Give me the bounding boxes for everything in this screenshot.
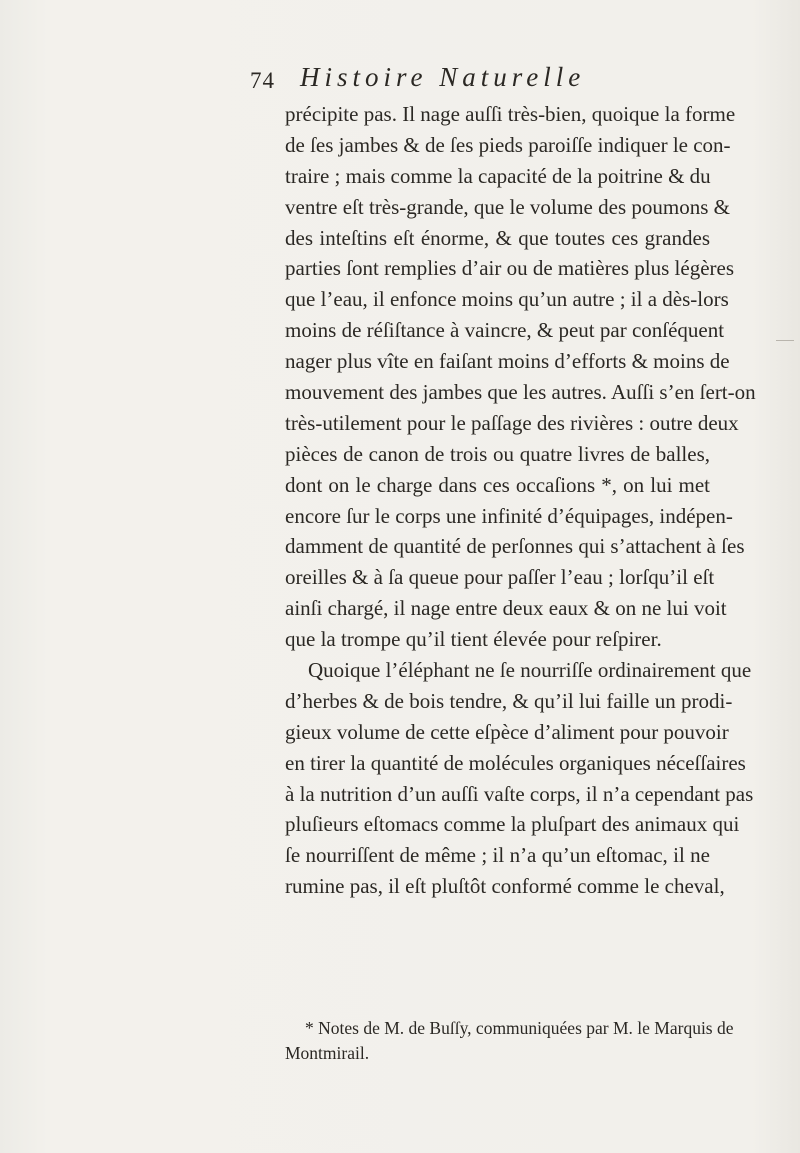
text-line: précipite pas. Il nage auſſi très-bien, quoique la forme xyxy=(285,102,736,126)
text-line: très-utilement pour le paſſage des rivières : outre deux xyxy=(285,410,739,435)
text-line: dont on le charge dans ces occaſions *, on lui met xyxy=(285,472,710,497)
text-line: nager plus vîte en faiſant moins d’efforts & moins de xyxy=(285,349,730,374)
text-line: pièces de canon de trois ou quatre livres de balles, xyxy=(285,441,710,466)
text-line: à la nutrition d’un auſſi vaſte corps, il n’a cependant pas xyxy=(285,781,754,806)
text-line: encore ſur le corps une infinité d’équipages, indépen- xyxy=(285,503,733,528)
text-line: gieux volume de cette eſpèce d’aliment pour pouvoir xyxy=(285,719,729,744)
text-line: mouvement des jambes que les autres. Auſſi s’en ſert-on xyxy=(285,380,756,405)
running-title: Histoire Naturelle xyxy=(300,62,586,92)
text-line: Quoique l’éléphant ne ſe nourriſſe ordinairement que xyxy=(308,658,752,683)
body-text xyxy=(285,99,756,902)
text-line: moins de réſiſtance à vaincre, & peut par conſéquent xyxy=(285,318,725,343)
text-line: d’herbes & de bois tendre, & qu’il lui faille un prodi- xyxy=(285,688,733,713)
text-line: de ſes jambes & de ſes pieds paroiſſe indiquer le con- xyxy=(285,132,731,157)
text-line: en tirer la quantité de molécules organiques néceſſaires xyxy=(285,750,746,775)
page-number: 74 xyxy=(250,68,275,93)
footnote xyxy=(285,1016,734,1066)
text-line: ſe nourriſſent de même ; il n’a qu’un eſtomac, il ne xyxy=(285,843,710,868)
text-line: damment de quantité de perſonnes qui s’attachent à ſes xyxy=(285,534,745,559)
footnote-line: Montmirail. xyxy=(285,1043,370,1063)
text-line: rumine pas, il eſt pluſtôt conformé comme le cheval, xyxy=(285,874,725,899)
page-header xyxy=(250,62,670,96)
page-edge-mark xyxy=(776,340,794,341)
text-line: que l’eau, il enfonce moins qu’un autre ; il a dès-lors xyxy=(285,287,729,312)
text-line: oreilles & à ſa queue pour paſſer l’eau ; lorſqu’il eſt xyxy=(285,565,715,590)
footnote-line: * Notes de M. de Buſſy, communiquées par M. le Marquis de xyxy=(305,1018,734,1038)
text-line: des inteſtins eſt énorme, & que toutes ces grandes xyxy=(285,225,710,250)
text-line: traire ; mais comme la capacité de la poitrine & du xyxy=(285,163,711,188)
text-line: parties ſont remplies d’air ou de matières plus légères xyxy=(285,256,735,281)
text-line: que la trompe qu’il tient élevée pour reſpirer. xyxy=(285,627,662,652)
text-line: pluſieurs eſtomacs comme la pluſpart des animaux qui xyxy=(285,812,740,837)
text-line: ventre eſt très-grande, que le volume des poumons & xyxy=(285,194,730,219)
text-line: ainſi chargé, il nage entre deux eaux & on ne lui voit xyxy=(285,596,727,621)
